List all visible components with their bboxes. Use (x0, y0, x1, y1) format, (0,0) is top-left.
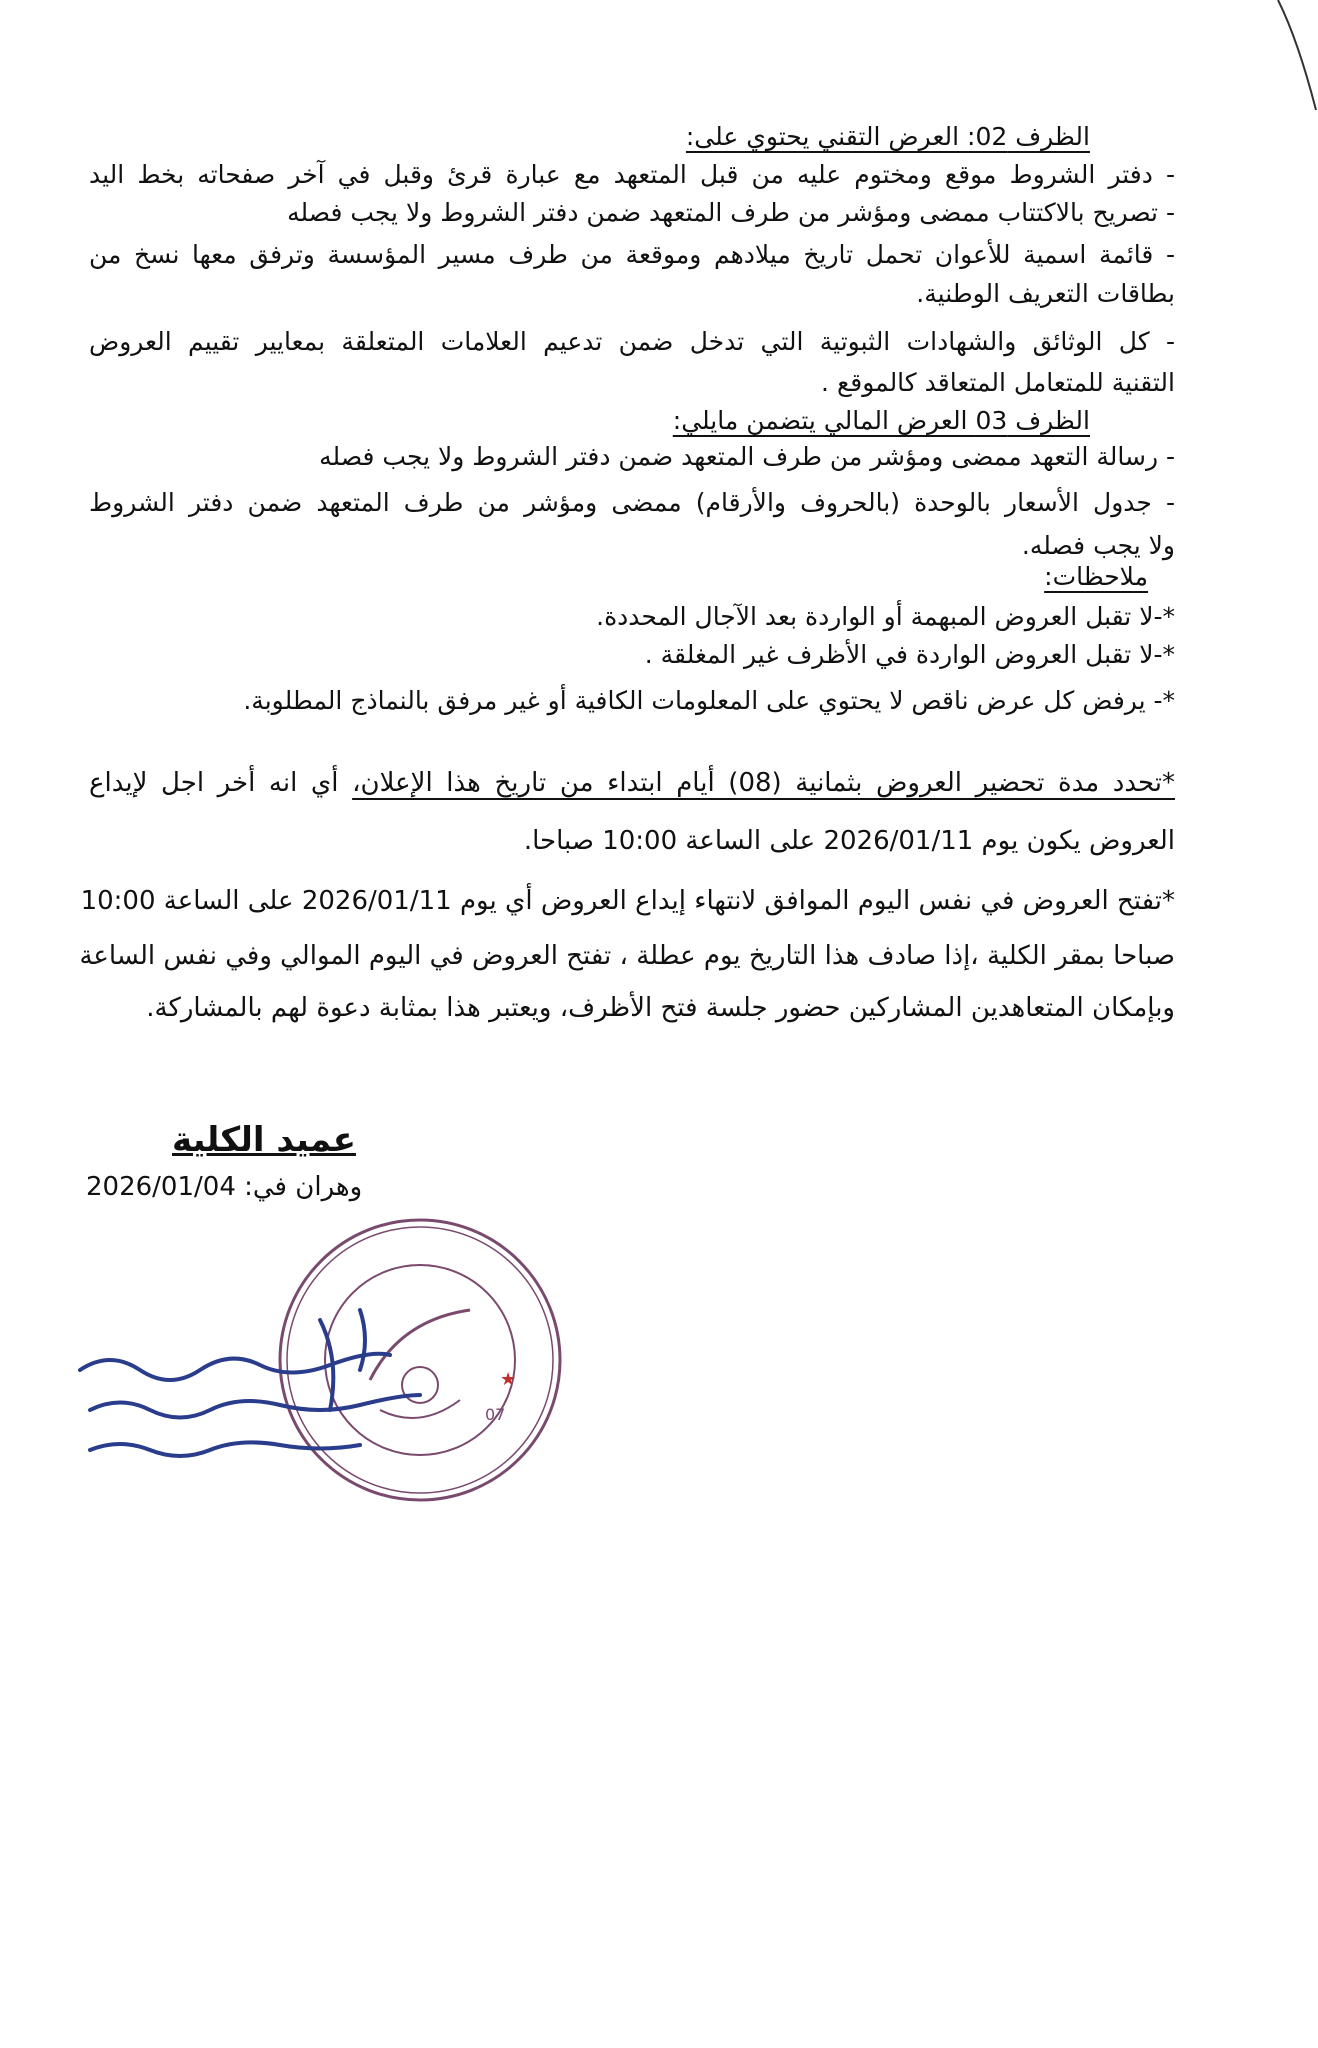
opening-line: صباحا بمقر الكلية ،إذا صادف هذا التاريخ يوم عطلة ، تفتح العروض في اليوم الموالي وفي نفس الساعة (79, 941, 1175, 971)
signature-date: وهران في: 2026/01/04 (86, 1172, 363, 1202)
page-corner-curl (1258, 0, 1318, 120)
deadline-line1 (89, 766, 1175, 800)
envelope2-heading: الظرف 02: العرض التقني يحتوي على: (685, 122, 1090, 151)
deadline-line2: العروض يكون يوم 2026/01/11 على الساعة 10:00 صباحا. (523, 826, 1175, 856)
deadline-underlined: *تحدد مدة تحضير العروض بثمانية (08) أيام ابتداء من تاريخ هذا الإعلان، (352, 768, 1176, 798)
svg-text:★: ★ (500, 1369, 517, 1390)
envelope2-line: - تصريح بالاكتتاب ممضى ومؤشر من طرف المتعهد ضمن دفتر الشروط ولا يجب فصله (287, 198, 1175, 227)
envelope2-line: - كل الوثائق والشهادات الثبوتية التي تدخل ضمن تدعيم العلامات المتعلقة بمعايير تقييم العروض (89, 327, 1175, 356)
svg-text:07: 07 (485, 1405, 506, 1424)
opening-line: وبإمكان المتعاهدين المشاركين حضور جلسة فتح الأظرف، ويعتبر هذا بمثابة دعوة لهم بالمشاركة. (146, 993, 1175, 1023)
signature-title: عميد الكلية (172, 1120, 356, 1160)
envelope2-line: بطاقات التعريف الوطنية. (916, 279, 1175, 308)
envelope2-line: - قائمة اسمية للأعوان تحمل تاريخ ميلادهم وموقعة من طرف مسير المؤسسة وترفق معها نسخ من (89, 240, 1175, 269)
envelope3-line: - رسالة التعهد ممضى ومؤشر من طرف المتعهد ضمن دفتر الشروط ولا يجب فصله (319, 442, 1175, 471)
deadline-rest: أي انه أخر اجل لإيداع (89, 768, 353, 798)
envelope3-heading: الظرف 03 العرض المالي يتضمن مايلي: (672, 406, 1090, 435)
notes-heading: ملاحظات: (1044, 562, 1148, 591)
note-item: *-لا تقبل العروض المبهمة أو الواردة بعد الآجال المحددة. (596, 602, 1175, 631)
handwritten-signature (70, 1300, 490, 1460)
envelope2-line: - دفتر الشروط موقع ومختوم عليه من قبل المتعهد مع عبارة قرئ وقبل في آخر صفحاته بخط اليد (89, 160, 1175, 189)
opening-line: *تفتح العروض في نفس اليوم الموافق لانتهاء إيداع العروض أي يوم 2026/01/11 على الساعة 10:00 (80, 886, 1175, 916)
note-item: *- يرفض كل عرض ناقص لا يحتوي على المعلومات الكافية أو غير مرفق بالنماذج المطلوبة. (243, 686, 1175, 715)
note-item: *-لا تقبل العروض الواردة في الأظرف غير المغلقة . (644, 640, 1175, 669)
envelope3-line: ولا يجب فصله. (1021, 531, 1175, 560)
envelope3-line: - جدول الأسعار بالوحدة (بالحروف والأرقام) ممضى ومؤشر من طرف المتعهد ضمن دفتر الشروط (89, 488, 1175, 517)
envelope2-line: التقنية للمتعامل المتعاقد كالموقع . (821, 368, 1175, 397)
